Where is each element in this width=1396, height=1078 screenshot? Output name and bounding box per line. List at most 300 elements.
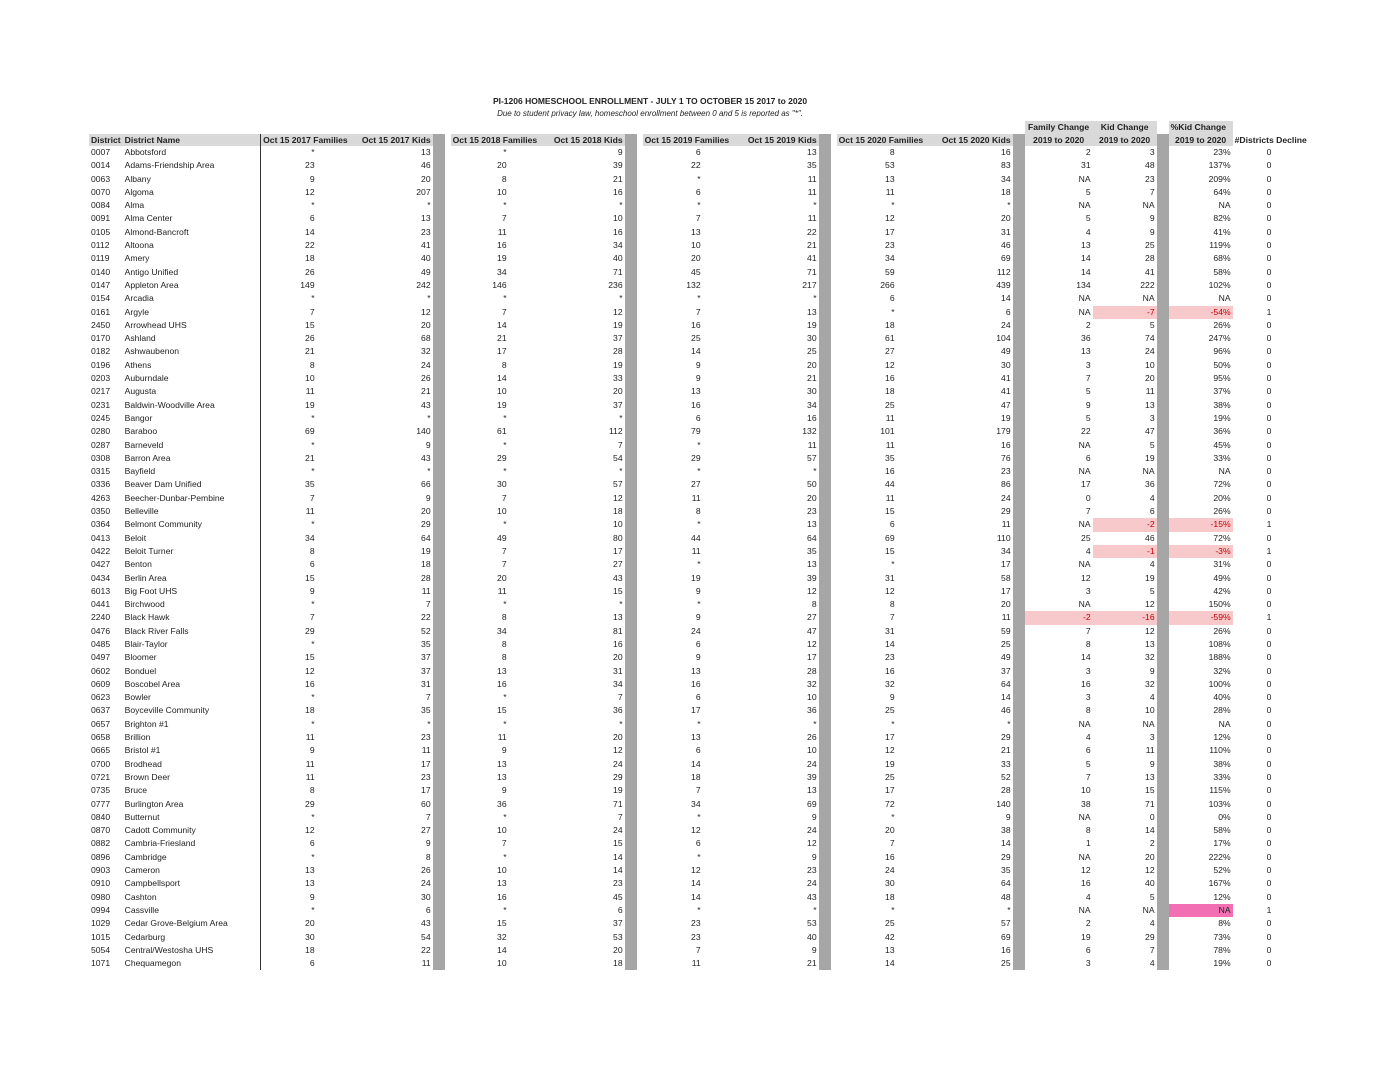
cell-families-2018: * <box>503 599 507 610</box>
table-row <box>89 319 1313 332</box>
cell-districts-decline: 0 <box>1266 918 1272 929</box>
header-district: District <box>91 134 121 145</box>
cell-families-2019: * <box>697 904 701 915</box>
cell-families-2020: 16 <box>885 665 895 676</box>
cell-family-change: 3 <box>1085 359 1091 370</box>
cell-kids-2017: 11 <box>421 958 431 969</box>
cell-family-change: 13 <box>1081 240 1091 251</box>
cell-kids-2019: * <box>813 904 817 915</box>
cell-districts-decline: 0 <box>1266 931 1272 942</box>
cell-families-2020: 14 <box>885 958 895 969</box>
cell-pct-kid-change: 78% <box>1213 944 1231 955</box>
cell-family-change: NA <box>1078 200 1091 211</box>
cell-pct-kid-change: 167% <box>1208 878 1231 889</box>
cell-pct-kid-change: 103% <box>1208 798 1231 809</box>
cell-kids-2019: 9 <box>811 851 817 862</box>
cell-families-2017: 20 <box>261 917 353 930</box>
cell-kid-change: 14 <box>1145 825 1155 836</box>
cell-families-2018: 8 <box>501 359 507 370</box>
cell-families-2020: 15 <box>885 506 895 517</box>
table-row <box>89 585 1313 598</box>
header-kid-change-top: Kid Change <box>1093 121 1157 134</box>
cell-kids-2019: 30 <box>807 333 817 344</box>
cell-district-code: 0084 <box>91 200 111 211</box>
cell-pct-kid-change: 41% <box>1213 226 1231 237</box>
cell-kids-2019: 64 <box>807 532 817 543</box>
header-k2019: Oct 15 2019 Kids <box>739 134 819 147</box>
cell-kids-2020: 17 <box>1001 559 1011 570</box>
cell-families-2020: 12 <box>885 213 895 224</box>
cell-pct-kid-change: 40% <box>1213 692 1231 703</box>
cell-families-2020: 34 <box>885 253 895 264</box>
table-row <box>89 332 1313 345</box>
cell-family-change: 2 <box>1085 147 1091 157</box>
cell-kids-2017: 24 <box>421 878 431 889</box>
cell-kids-2018: 37 <box>613 399 623 410</box>
cell-family-change: 7 <box>1085 373 1091 384</box>
cell-kid-change: 28 <box>1145 253 1155 264</box>
cell-families-2020: 42 <box>885 931 895 942</box>
cell-families-2019: 13 <box>691 732 701 743</box>
cell-families-2019: 6 <box>695 838 701 849</box>
cell-kids-2017: 140 <box>416 426 431 437</box>
cell-district-name: Black Hawk <box>124 612 170 623</box>
cell-kids-2018: 7 <box>617 811 623 822</box>
cell-district-code: 0637 <box>91 705 111 716</box>
cell-kids-2017: 7 <box>425 599 431 610</box>
cell-kids-2020: 140 <box>996 798 1011 809</box>
cell-families-2019: 14 <box>691 758 701 769</box>
table-row <box>89 399 1313 412</box>
cell-kid-change: 3 <box>1149 412 1155 423</box>
cell-district-name: Belleville <box>124 506 159 517</box>
cell-family-change: NA <box>1078 306 1091 317</box>
cell-district-name: Brodhead <box>124 758 162 769</box>
cell-kids-2017: 26 <box>421 865 431 876</box>
cell-kid-change: 36 <box>1145 479 1155 490</box>
cell-district-name: Beaver Dam Unified <box>124 479 202 490</box>
cell-kids-2017: 37 <box>421 665 431 676</box>
cell-district-code: 0245 <box>91 412 111 423</box>
cell-kids-2020: 18 <box>1001 186 1011 197</box>
cell-families-2017: 7 <box>261 611 353 624</box>
cell-district-name: Alma Center <box>124 213 173 224</box>
cell-district-code: 0882 <box>91 838 111 849</box>
cell-families-2020: 61 <box>885 333 895 344</box>
cell-district-name: Cameron <box>124 865 160 876</box>
cell-district-name: Almond-Bancroft <box>124 226 189 237</box>
cell-pct-kid-change: 100% <box>1208 678 1231 689</box>
cell-families-2019: 9 <box>695 359 701 370</box>
cell-pct-kid-change: 82% <box>1213 213 1231 224</box>
cell-district-name: Barneveld <box>124 439 164 450</box>
cell-families-2017: 21 <box>261 452 353 465</box>
cell-families-2019: 18 <box>691 771 701 782</box>
cell-families-2019: 12 <box>691 825 701 836</box>
cell-kids-2017: 20 <box>421 319 431 330</box>
cell-family-change: NA <box>1078 811 1091 822</box>
header-f2017: Oct 15 2017 Families <box>261 134 353 147</box>
cell-district-code: 0231 <box>91 399 111 410</box>
cell-families-2019: 132 <box>686 279 701 290</box>
cell-families-2019: * <box>697 173 701 184</box>
cell-kids-2020: 28 <box>1001 785 1011 796</box>
cell-kids-2017: 35 <box>421 638 431 649</box>
cell-district-name: Bristol #1 <box>124 745 161 756</box>
cell-district-name: Arrowhead UHS <box>124 319 187 330</box>
cell-pct-kid-change: 17% <box>1213 838 1231 849</box>
cell-districts-decline: 1 <box>1266 306 1272 317</box>
cell-families-2020: 72 <box>885 798 895 809</box>
cell-families-2017: 7 <box>261 492 353 505</box>
cell-kids-2017: 43 <box>421 452 431 463</box>
cell-kids-2018: 36 <box>613 705 623 716</box>
cell-kids-2018: 40 <box>613 253 623 264</box>
cell-families-2020: 25 <box>885 771 895 782</box>
cell-district-name: Bowler <box>124 692 151 703</box>
table-row <box>89 146 1313 159</box>
cell-kid-change: 2 <box>1149 838 1155 849</box>
cell-families-2017: 21 <box>261 345 353 358</box>
cell-kid-change: 24 <box>1145 346 1155 357</box>
cell-districts-decline: 0 <box>1266 346 1272 357</box>
cell-district-name: Cambridge <box>124 851 167 862</box>
cell-district-name: Bonduel <box>124 665 157 676</box>
table-row <box>89 266 1313 279</box>
table-row <box>89 718 1313 731</box>
cell-kids-2018: 12 <box>613 306 623 317</box>
cell-families-2020: 25 <box>885 918 895 929</box>
cell-families-2018: * <box>503 466 507 477</box>
cell-families-2019: 14 <box>691 878 701 889</box>
cell-families-2020: * <box>891 306 895 317</box>
cell-families-2017: 14 <box>261 226 353 239</box>
cell-kids-2020: 17 <box>1001 585 1011 596</box>
cell-families-2018: 10 <box>497 506 507 517</box>
cell-district-code: 0434 <box>91 572 111 583</box>
cell-kid-change: 5 <box>1149 891 1155 902</box>
cell-kids-2018: * <box>619 200 623 211</box>
cell-kids-2018: 29 <box>613 771 623 782</box>
cell-kids-2018: 19 <box>613 785 623 796</box>
cell-kids-2017: 27 <box>421 825 431 836</box>
cell-kids-2019: 16 <box>807 412 817 423</box>
cell-kids-2019: 36 <box>807 705 817 716</box>
cell-families-2019: * <box>697 599 701 610</box>
cell-district-name: Antigo Unified <box>124 266 179 277</box>
cell-families-2018: 20 <box>497 572 507 583</box>
cell-family-change: 14 <box>1081 266 1091 277</box>
cell-families-2020: 11 <box>885 439 895 450</box>
cell-families-2020: 31 <box>885 625 895 636</box>
table-row <box>89 784 1313 797</box>
cell-kids-2018: 71 <box>613 266 623 277</box>
cell-kids-2020: 20 <box>1001 213 1011 224</box>
cell-districts-decline: 0 <box>1266 253 1272 264</box>
cell-district-name: Beloit Turner <box>124 545 174 556</box>
cell-districts-decline: 0 <box>1266 825 1272 836</box>
cell-family-change: 9 <box>1085 399 1091 410</box>
cell-district-code: 0364 <box>91 519 111 530</box>
cell-kids-2020: 41 <box>1001 373 1011 384</box>
cell-kid-change: 7 <box>1149 944 1155 955</box>
cell-districts-decline: 0 <box>1266 466 1272 477</box>
cell-kid-change: 20 <box>1145 851 1155 862</box>
cell-kids-2018: 39 <box>613 160 623 171</box>
cell-kids-2020: 52 <box>1001 771 1011 782</box>
cell-district-code: 0427 <box>91 559 111 570</box>
cell-district-code: 0112 <box>91 240 110 251</box>
cell-pct-kid-change: 247% <box>1208 333 1231 344</box>
cell-kids-2018: 80 <box>613 532 623 543</box>
cell-district-name: Belmont Community <box>124 519 202 530</box>
cell-districts-decline: 0 <box>1266 279 1272 290</box>
cell-families-2020: 18 <box>885 319 895 330</box>
cell-kids-2018: 21 <box>613 173 623 184</box>
cell-district-name: Cassville <box>124 904 159 915</box>
cell-kids-2017: 13 <box>421 213 431 224</box>
cell-pct-kid-change: 68% <box>1213 253 1231 264</box>
cell-districts-decline: 0 <box>1266 665 1272 676</box>
cell-kid-change: 3 <box>1149 732 1155 743</box>
cell-district-code: 0497 <box>91 652 111 663</box>
cell-district-name: Adams-Friendship Area <box>124 160 215 171</box>
cell-kids-2020: 46 <box>1001 240 1011 251</box>
cell-district-name: Cedarburg <box>124 931 166 942</box>
cell-families-2018: 13 <box>497 665 507 676</box>
table-row <box>89 837 1313 850</box>
cell-families-2017: 11 <box>261 758 353 771</box>
cell-families-2017: 8 <box>261 545 353 558</box>
cell-pct-kid-change: 20% <box>1213 492 1231 503</box>
cell-kids-2018: 12 <box>613 492 623 503</box>
cell-district-code: 1029 <box>91 918 111 929</box>
cell-families-2017: * <box>261 439 353 452</box>
cell-families-2020: 13 <box>885 173 895 184</box>
cell-districts-decline: 0 <box>1266 200 1272 211</box>
table-row <box>89 877 1313 890</box>
table-row <box>89 439 1313 452</box>
cell-pct-kid-change: 8% <box>1218 918 1231 929</box>
header-f2018: Oct 15 2018 Families <box>451 134 545 147</box>
cell-families-2017: 26 <box>261 332 353 345</box>
cell-families-2019: 6 <box>695 412 701 423</box>
cell-families-2019: 22 <box>691 160 701 171</box>
table-row <box>89 478 1313 491</box>
cell-district-name: Bayfield <box>124 466 156 477</box>
cell-families-2020: 11 <box>885 492 895 503</box>
cell-pct-kid-change: 42% <box>1213 585 1231 596</box>
cell-families-2020: 23 <box>885 652 895 663</box>
cell-families-2018: 14 <box>497 319 507 330</box>
cell-districts-decline: 0 <box>1266 359 1272 370</box>
cell-district-name: Chequamegon <box>124 958 181 969</box>
cell-district-name: Abbotsford <box>124 147 167 157</box>
cell-kids-2017: 28 <box>421 572 431 583</box>
cell-kids-2018: 53 <box>613 931 623 942</box>
cell-district-name: Arcadia <box>124 293 154 304</box>
cell-families-2019: * <box>697 519 701 530</box>
cell-families-2020: * <box>891 904 895 915</box>
cell-kids-2017: 17 <box>421 785 431 796</box>
cell-kids-2020: 69 <box>1001 931 1011 942</box>
cell-kids-2019: 32 <box>807 678 817 689</box>
cell-districts-decline: 0 <box>1266 838 1272 849</box>
cell-district-name: Boyceville Community <box>124 705 210 716</box>
cell-districts-decline: 0 <box>1266 745 1272 756</box>
cell-families-2018: * <box>503 851 507 862</box>
cell-family-change: 25 <box>1081 532 1091 543</box>
cell-family-change: 7 <box>1085 625 1091 636</box>
cell-kids-2018: 54 <box>613 452 623 463</box>
cell-families-2020: * <box>891 718 895 729</box>
cell-kid-change: 9 <box>1149 213 1155 224</box>
cell-kids-2018: 9 <box>617 147 623 157</box>
cell-kid-change: 4 <box>1149 492 1155 503</box>
cell-kids-2018: 20 <box>613 652 623 663</box>
cell-families-2019: 14 <box>691 346 701 357</box>
cell-kids-2019: 71 <box>807 266 817 277</box>
cell-kids-2017: * <box>427 293 431 304</box>
cell-family-change: 134 <box>1076 279 1091 290</box>
cell-kid-change: 23 <box>1145 173 1155 184</box>
cell-district-code: 4263 <box>91 492 111 503</box>
cell-kid-change: -1 <box>1093 545 1157 558</box>
cell-families-2020: 266 <box>880 279 895 290</box>
cell-families-2017: 26 <box>261 266 353 279</box>
cell-kids-2017: 7 <box>425 692 431 703</box>
cell-kids-2017: 31 <box>421 678 431 689</box>
cell-kids-2019: 26 <box>807 732 817 743</box>
cell-families-2019: 34 <box>691 798 701 809</box>
cell-families-2017: 18 <box>261 252 353 265</box>
cell-families-2019: 44 <box>691 532 701 543</box>
table-row <box>89 159 1313 172</box>
cell-district-code: 0315 <box>91 466 111 477</box>
cell-kids-2017: 24 <box>421 359 431 370</box>
cell-families-2017: 11 <box>261 505 353 518</box>
table-row <box>89 545 1313 558</box>
cell-kids-2018: 13 <box>613 612 623 623</box>
cell-families-2019: 25 <box>691 333 701 344</box>
cell-families-2018: 10 <box>497 186 507 197</box>
cell-pct-kid-change: 26% <box>1213 506 1231 517</box>
cell-kids-2017: 9 <box>425 838 431 849</box>
cell-kids-2017: 19 <box>421 545 431 556</box>
cell-district-code: 0161 <box>91 306 111 317</box>
cell-districts-decline: 0 <box>1266 333 1272 344</box>
header-districts-decline: #Districts Decline <box>1234 134 1307 145</box>
cell-families-2019: 23 <box>691 918 701 929</box>
cell-kids-2017: 6 <box>425 904 431 915</box>
cell-families-2020: 20 <box>885 825 895 836</box>
cell-district-name: Central/Westosha UHS <box>124 944 214 955</box>
cell-district-name: Albany <box>124 173 151 184</box>
header-row <box>89 134 1313 147</box>
cell-families-2018: * <box>503 811 507 822</box>
cell-families-2017: 29 <box>261 625 353 638</box>
cell-families-2017: 12 <box>261 665 353 678</box>
cell-families-2018: 10 <box>497 825 507 836</box>
cell-pct-kid-change: 38% <box>1213 399 1231 410</box>
header-district-name: District Name <box>123 134 261 147</box>
cell-kids-2019: 12 <box>807 838 817 849</box>
header-family-change-top: Family Change <box>1025 121 1093 134</box>
cell-families-2019: * <box>697 439 701 450</box>
cell-families-2017: * <box>261 412 353 425</box>
cell-families-2018: 8 <box>501 612 507 623</box>
cell-kids-2019: 11 <box>807 173 817 184</box>
cell-kids-2019: 13 <box>807 147 817 157</box>
cell-family-change: NA <box>1078 439 1091 450</box>
cell-kid-change: 71 <box>1145 798 1155 809</box>
enrollment-table <box>89 121 1313 970</box>
cell-pct-kid-change: 0% <box>1218 811 1231 822</box>
cell-family-change: 19 <box>1081 931 1091 942</box>
cell-kids-2019: 24 <box>807 878 817 889</box>
cell-district-name: Black River Falls <box>124 625 189 636</box>
cell-families-2019: 13 <box>691 226 701 237</box>
cell-districts-decline: 0 <box>1266 293 1272 304</box>
cell-family-change: 8 <box>1085 638 1091 649</box>
cell-kids-2020: 33 <box>1001 758 1011 769</box>
cell-kids-2018: 18 <box>613 506 623 517</box>
cell-families-2019: 13 <box>691 386 701 397</box>
cell-kids-2017: 41 <box>421 240 431 251</box>
cell-families-2017: 12 <box>261 824 353 837</box>
cell-district-name: Baraboo <box>124 426 158 437</box>
cell-pct-kid-change: 150% <box>1208 599 1231 610</box>
cell-family-change: NA <box>1078 293 1091 304</box>
cell-families-2017: 9 <box>261 744 353 757</box>
cell-kid-change: 12 <box>1145 625 1155 636</box>
cell-kids-2017: 32 <box>421 346 431 357</box>
cell-pct-kid-change: 188% <box>1208 652 1231 663</box>
cell-families-2018: 13 <box>497 878 507 889</box>
cell-districts-decline: 0 <box>1266 785 1272 796</box>
cell-families-2017: 22 <box>261 239 353 252</box>
cell-families-2020: 17 <box>885 732 895 743</box>
cell-kid-change: 74 <box>1145 333 1155 344</box>
cell-district-name: Beloit <box>124 532 147 543</box>
cell-families-2017: 19 <box>261 399 353 412</box>
cell-families-2017: 34 <box>261 532 353 545</box>
cell-kid-change: 9 <box>1149 665 1155 676</box>
cell-pct-kid-change: 50% <box>1213 359 1231 370</box>
cell-kid-change: 20 <box>1145 373 1155 384</box>
cell-kids-2017: 20 <box>421 506 431 517</box>
cell-family-change: 4 <box>1085 732 1091 743</box>
cell-families-2020: * <box>891 559 895 570</box>
cell-kids-2018: 81 <box>613 625 623 636</box>
cell-families-2018: 29 <box>497 452 507 463</box>
cell-pct-kid-change: NA <box>1169 904 1233 917</box>
table-row <box>89 891 1313 904</box>
cell-pct-kid-change: -59% <box>1169 611 1233 624</box>
cell-kids-2018: 236 <box>608 279 623 290</box>
cell-family-change: 5 <box>1085 213 1091 224</box>
cell-families-2017: 149 <box>261 279 353 292</box>
cell-families-2018: 13 <box>497 758 507 769</box>
cell-pct-kid-change: 49% <box>1213 572 1231 583</box>
cell-kids-2019: 35 <box>807 160 817 171</box>
table-row <box>89 864 1313 877</box>
table-row <box>89 758 1313 771</box>
cell-districts-decline: 0 <box>1266 798 1272 809</box>
cell-kids-2018: 17 <box>613 545 623 556</box>
cell-families-2020: 24 <box>885 865 895 876</box>
cell-pct-kid-change: 64% <box>1213 186 1231 197</box>
